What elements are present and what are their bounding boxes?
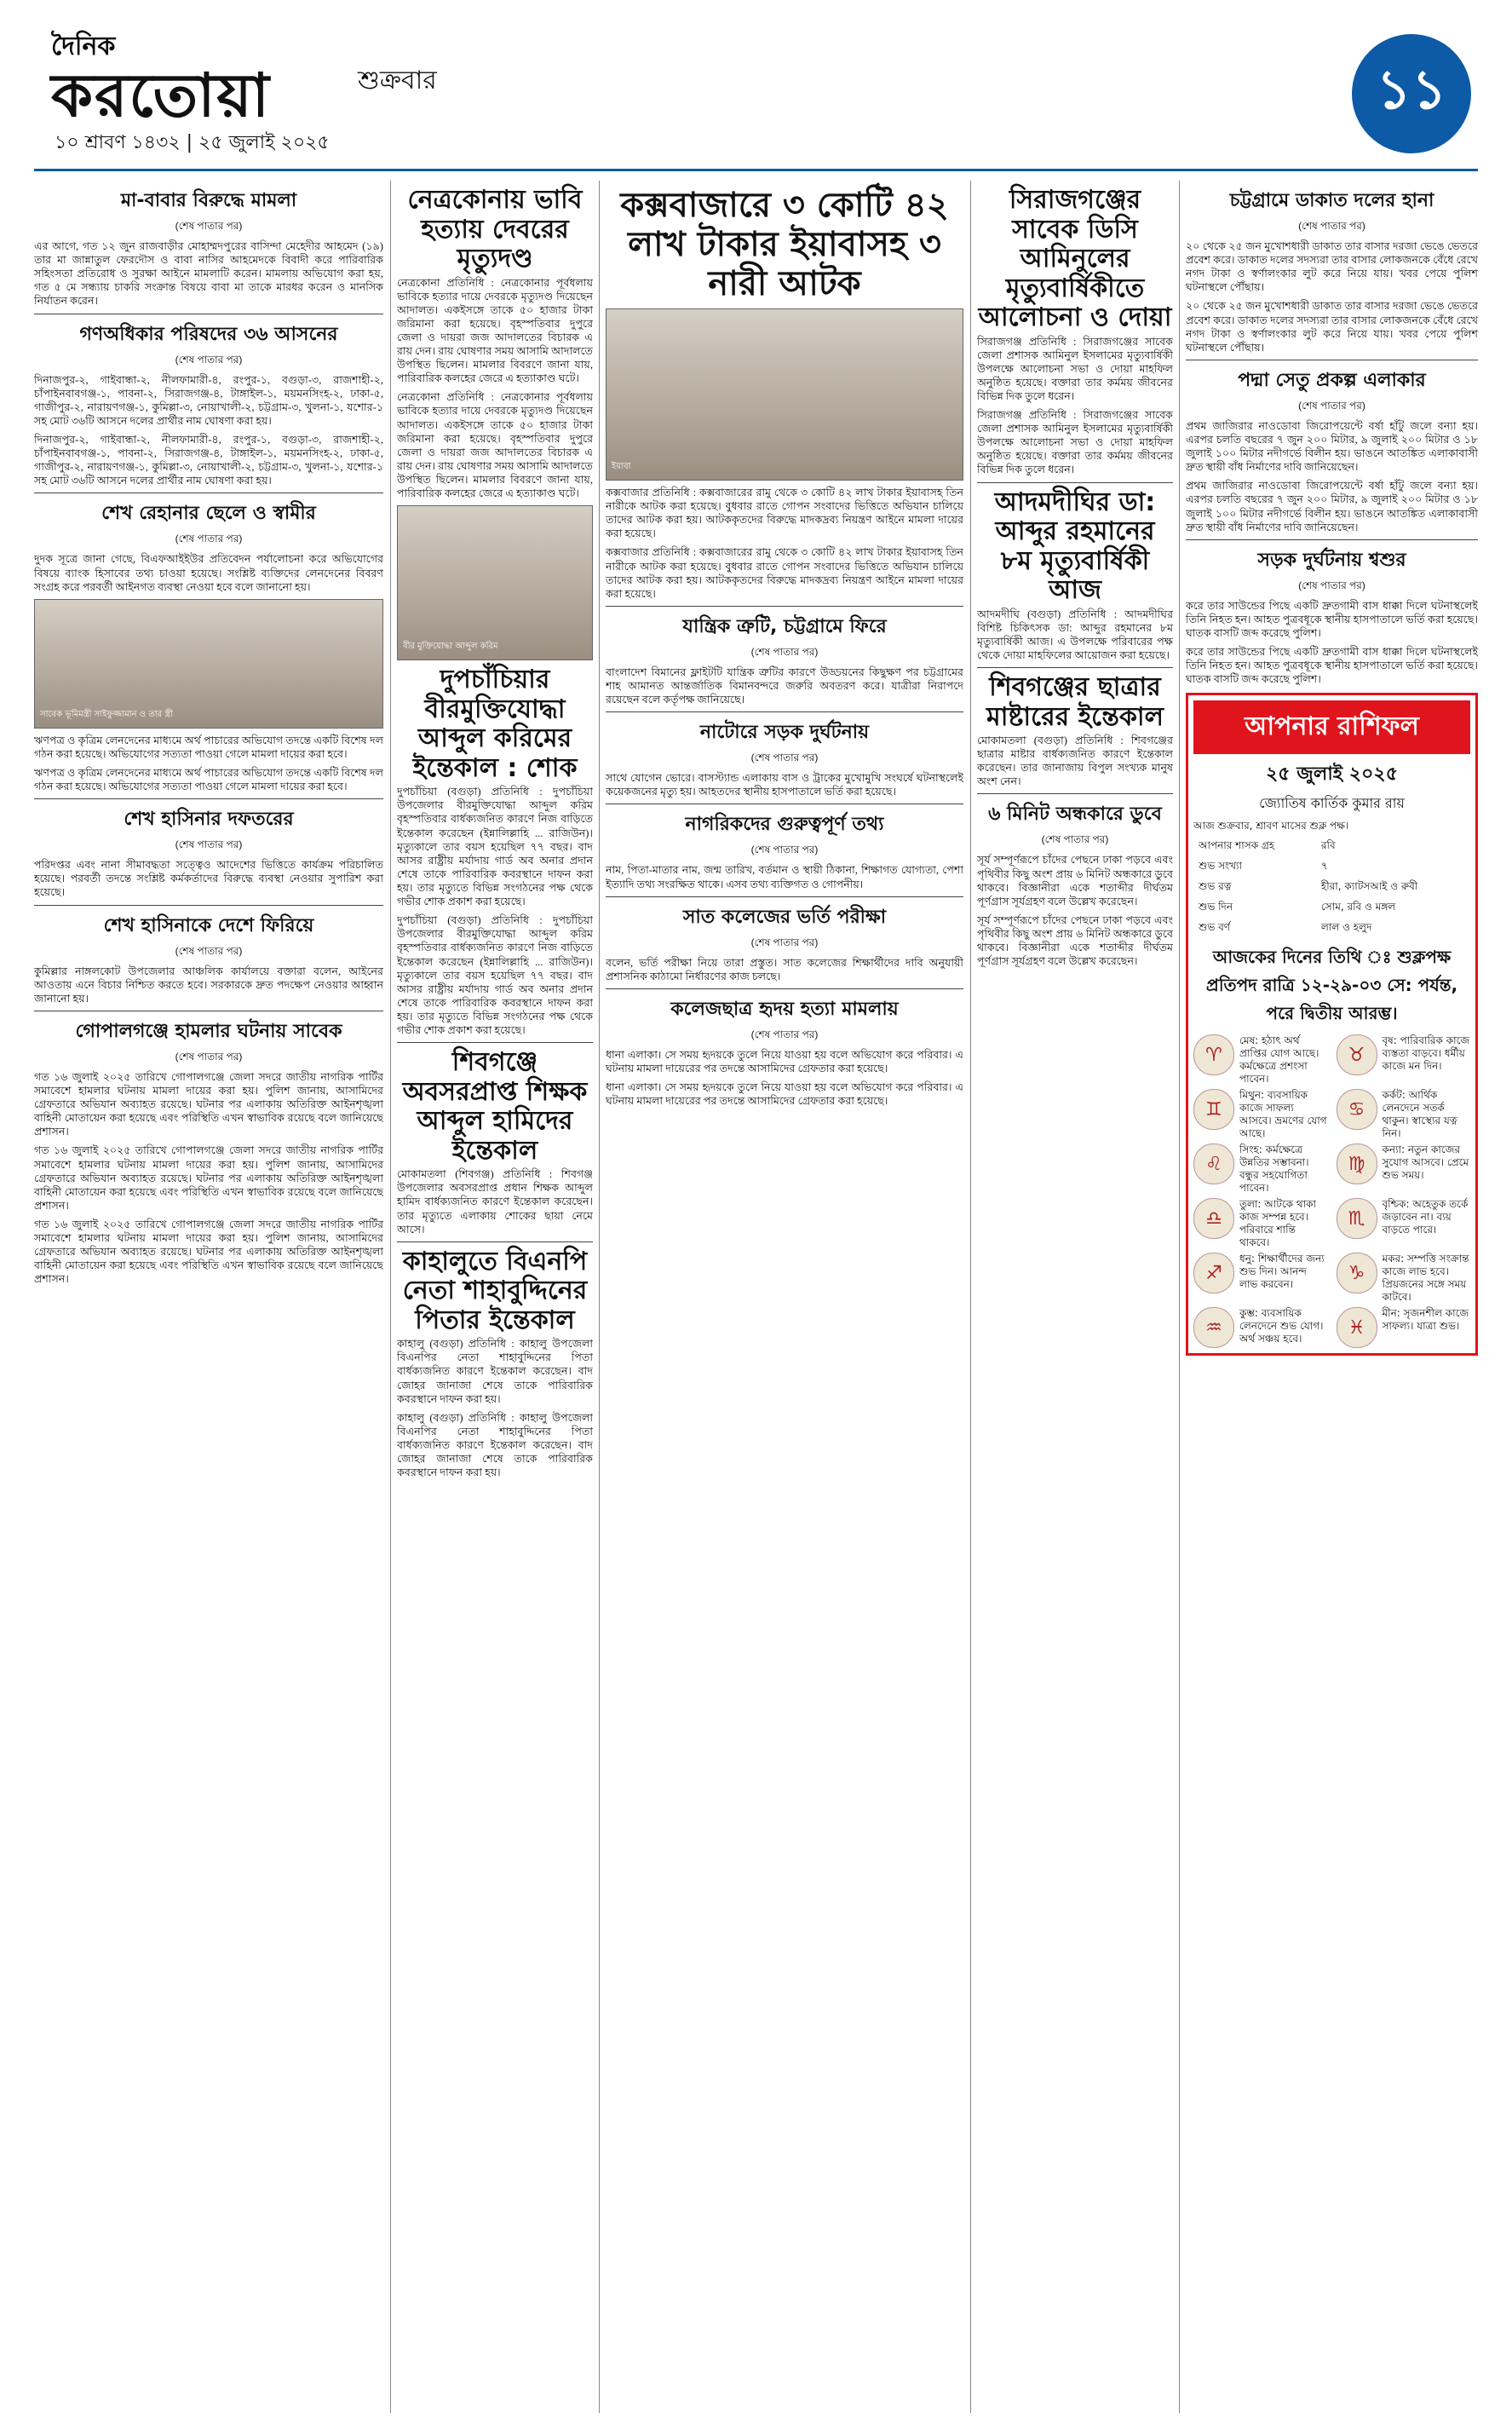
horoscope-info-row	[1195, 899, 1469, 918]
weekday: শুক্রবার	[358, 66, 437, 95]
article-text: মোকামতলা (শিবগঞ্জ) প্রতিনিধি : শিবগঞ্জ উপজেলার অবসরপ্রাপ্ত প্রধান শিক্ষক আব্দুল হামিদ বার্ধক্যজনিত কারণে ইন্তেকাল করেছেন। তার মৃত্যুতে এলাকায় শোকের ছায়া নেমে আসে।	[397, 1168, 593, 1236]
article-text: করে তার সাউন্ডের পিছে একটি দ্রুতগামী বাস ধাক্কা দিলে ঘটনাস্থলেই তিনি নিহত হন। আহত পুত্রবধূকে স্থানীয় হাসপাতালে ভর্তি করা হয়েছে। ঘাতক বাসটি জব্দ করেছে পুলিশ।	[1186, 646, 1478, 686]
headline: শিবগঞ্জে অবসরপ্রাপ্ত শিক্ষক আব্দুল হামিদের ইন্তেকাল	[402, 1047, 588, 1166]
horoscope-info-table	[1193, 836, 1470, 940]
divider	[34, 798, 383, 799]
article-text: ধানা এলাকা। সে সময় হৃদয়কে তুলে নিয়ে যাওয়া হয় বলে অভিযোগ করে পরিবার। এ ঘটনায় মামলা দায়েরের পর তদন্তে আসামিদের গ্রেফতার করা হয়েছে।	[606, 1048, 963, 1074]
portrait-photo	[397, 505, 593, 660]
zodiac-forecast-text: বৃশ্চিক: অহেতুক তর্কে জড়াবেন না। ব্যয় বাড়তে পারে।	[1382, 1198, 1469, 1236]
zodiac-forecast-text: কর্কট: আর্থিক লেনদেনে সতর্ক থাকুন। স্বাস্থ্যের যত্ন নিন।	[1382, 1089, 1457, 1140]
column-3	[606, 181, 963, 2413]
horoscope-intro: আজ শুক্রবার, শ্রাবণ মাসের শুক্ল পক্ষ।	[1193, 820, 1349, 832]
continuation-note: (শেষ পাতার পর)	[175, 838, 243, 851]
zodiac-entry	[1337, 1307, 1471, 1348]
continuation-note: (শেষ পাতার পর)	[175, 353, 243, 366]
divider	[606, 711, 963, 712]
horoscope-info-row	[1195, 838, 1469, 856]
headline: শেখ হাসিনার দফতরের	[124, 809, 294, 831]
zodiac-entry	[1337, 1034, 1471, 1086]
article-text: দিনাজপুর-২, গাইবান্ধা-২, নীলফামারী-৪, রংপুর-১, বগুড়া-৩, রাজশাহী-২, চাঁপাইনবাবগঞ্জ-১, পাবনা-২, সিরাজগঞ্জ-৪, টাঙ্গাইল-১, ময়মনসিংহ-২, ঢাকা-৫, গাজীপুর-২, নারায়ণগঞ্জ-১, কুমিল্লা-৩, নোয়াখালী-২, চট্টগ্রাম-৩, খুলনা-১, যশোর-১ সহ মোট ৩৬টি আসনে দলের প্রার্থীর নাম ঘোষণা করা হয়।	[34, 433, 383, 487]
zodiac-forecast-text: মকর: সম্পত্তি সংক্রান্ত কাজে লাভ হবে। প্রিয়জনের সঙ্গে সময় কাটবে।	[1382, 1253, 1469, 1304]
info-value: হীরা, ক্যাটসআই ও রুবী	[1320, 880, 1418, 893]
headline: শেখ রেহানার ছেলে ও স্বামীর	[101, 503, 316, 525]
masthead	[0, 0, 1512, 179]
zodiac-forecast-text: কুম্ভ: ব্যবসায়িক লেনদেনে শুভ যোগ। অর্থ সঞ্চয় হবে।	[1239, 1307, 1324, 1345]
article-text: ঋণপত্র ও কৃত্রিম লেনদেনের মাধ্যমে অর্থ পাচারের অভিযোগ তদন্তে একটি বিশেষ দল গঠন করা হয়েছে। অভিযোগের সত্যতা পাওয়া গেলে মামলা দায়ের করা হবে।	[34, 766, 383, 793]
zodiac-entry	[1337, 1198, 1471, 1249]
headline: নেত্রকোনায় ভাবি হত্যায় দেবরের মৃত্যুদণ্ড	[407, 185, 583, 274]
article-text: ঋণপত্র ও কৃত্রিম লেনদেনের মাধ্যমে অর্থ পাচারের অভিযোগ তদন্তে একটি বিশেষ দল গঠন করা হয়েছে। অভিযোগের সত্যতা পাওয়া গেলে মামলা দায়ের করা হবে।	[34, 734, 383, 760]
zodiac-forecast-text: কন্যা: নতুন কাজের সুযোগ আসবে। প্রেমে শুভ সময়।	[1382, 1143, 1469, 1182]
divider	[977, 793, 1173, 794]
zodiac-entry	[1337, 1143, 1471, 1195]
continuation-note: (শেষ পাতার পর)	[750, 844, 819, 856]
column-1	[34, 181, 383, 2413]
continuation-note: (শেষ পাতার পর)	[1298, 220, 1365, 232]
tithi-note: আজকের দিনের তিথি ঃ শুক্লপক্ষ প্রতিপদ রাত্রি ১২-২৯-০৩ সে: পর্যন্ত, পরে দ্বিতীয় আরম্ভ।	[1205, 947, 1458, 1024]
logo-top-text: দৈনিক	[51, 32, 116, 61]
zodiac-grid	[1193, 1034, 1470, 1348]
headline: ৬ মিনিট অন্ধকারে ডুবে	[988, 804, 1162, 826]
zodiac-entry	[1337, 1253, 1471, 1304]
article-text: সূর্য সম্পূর্ণরূপে চাঁদের পেছনে ঢাকা পড়বে এবং পৃথিবীর কিছু অংশ প্রায় ৬ মিনিট অন্ধকারে ডুবে থাকবে। বিজ্ঞানীরা একে শতাব্দীর দীর্ঘতম পূর্ণগ্রাস সূর্যগ্রহণ বলে উল্লেখ করেছেন।	[977, 854, 1173, 907]
article-text: বাংলাদেশ বিমানের ফ্লাইটটি যান্ত্রিক ত্রুটির কারণে উড্ডয়নের কিছুক্ষণ পর চট্টগ্রামের শাহ আমানত আন্তর্জাতিক বিমানবন্দরে জরুরি অবতরণ করে। যাত্রীরা নিরাপদে রয়েছেন বলে কর্তৃপক্ষ জানিয়েছে।	[606, 665, 963, 706]
article-text: প্রথম জাজিরার নাওডোবা জিরোপয়েন্টে বর্ষা হাঁটু জলে বন্যা হয়। এরপর চলতি বছরের ৭ জুন ২০০ মিটার, ৯ জুলাই ২০০ মিটার ও ১৮ জুলাই ১০০ মিটার নদীগর্ভে বিলীন হয়। ভাঙনে আতঙ্কিত এলাকাবাসী দ্রুত স্থায়ী বাঁধ নির্মাণের দাবি জানিয়েছেন।	[1186, 480, 1478, 533]
zodiac-forecast-text: মেষ: হঠাৎ অর্থ প্রাপ্তির যোগ আছে। কর্মক্ষেত্রে প্রশংসা পাবেন।	[1239, 1034, 1319, 1086]
article-text: নেত্রকোনা প্রতিনিধি : নেত্রকোনার পূর্বধলায় ভাবিকে হত্যার দায়ে দেবরকে মৃত্যুদণ্ড দিয়েছেন আদালত। একইসঙ্গে তাকে ৫০ হাজার টাকা জরিমানা করা হয়েছে। বৃহস্পতিবার দুপুরে জেলা ও দায়রা জজ আদালতের বিচারক এ রায় দেন। রায় ঘোষণার সময় আসামি আদালতে উপস্থিত ছিলেন। মামলার বিবরণে জানা যায়, পারিবারিক কলহের জেরে এ হত্যাকাণ্ড ঘটে।	[397, 276, 593, 385]
zodiac-sign-icon: ♑	[1337, 1253, 1377, 1293]
continuation-note: (শেষ পাতার পর)	[750, 752, 819, 764]
zodiac-sign-icon: ♏	[1337, 1198, 1377, 1239]
article-text: গত ১৬ জুলাই ২০২৫ তারিখে গোপালগঞ্জে জেলা সদরে জাতীয় নাগরিক পার্টির সমাবেশে হামলার ঘটনায় মামলা দায়ের করা হয়। পুলিশ জানায়, আসামিদের গ্রেফতারে অভিযান অব্যাহত রয়েছে। ঘটনার পর এলাকায় অতিরিক্ত আইনশৃঙ্খলা বাহিনী মোতায়েন করা হয়েছে এবং পরিস্থিতি এখন স্বাভাবিক রয়েছে বলে জানিয়েছে প্রশাসন।	[34, 1144, 383, 1212]
info-value: রবি	[1320, 839, 1336, 852]
article-text: দিনাজপুর-২, গাইবান্ধা-২, নীলফামারী-৪, রংপুর-১, বগুড়া-৩, রাজশাহী-২, চাঁপাইনবাবগঞ্জ-১, পাবনা-২, সিরাজগঞ্জ-৪, টাঙ্গাইল-১, ময়মনসিংহ-২, ঢাকা-৫, গাজীপুর-২, নারায়ণগঞ্জ-১, কুমিল্লা-৩, নোয়াখালী-২, চট্টগ্রাম-৩, খুলনা-১, যশোর-১ সহ মোট ৩৬টি আসনে দলের প্রার্থীর নাম ঘোষণা করা হয়।	[34, 373, 383, 427]
zodiac-sign-icon: ♒	[1193, 1307, 1234, 1348]
divider	[397, 1042, 593, 1043]
divider	[606, 896, 963, 897]
article-text: দুপচাঁচিয়া (বগুড়া) প্রতিনিধি : দুপচাঁচিয়া উপজেলার বীরমুক্তিযোদ্ধা আব্দুল করিম বৃহস্পতিবার বার্ধক্যজনিত কারণে নিজ বাড়িতে ইন্তেকাল করেছেন (ইন্নালিল্লাহি ... রাজিউন)। মৃত্যুকালে তার বয়স হয়েছিল ৭৭ বছর। বাদ আসর রাষ্ট্রীয় মর্যাদায় গার্ড অব অনার প্রদান শেষে তাকে পারিবারিক কবরস্থানে দাফন করা হয়। তার মৃত্যুতে বিভিন্ন সংগঠনের পক্ষ থেকে গভীর শোক প্রকাশ করা হয়েছে।	[397, 786, 593, 908]
article-text: কক্সবাজার প্রতিনিধি : কক্সবাজারের রামু থেকে ৩ কোটি ৪২ লাখ টাকার ইয়াবাসহ তিন নারীকে আটক করা হয়েছে। বুধবার রাতে গোপন সংবাদের ভিত্তিতে অভিযান চালিয়ে তাদের আটক করা হয়। আটককৃতদের বিরুদ্ধে মাদকদ্রব্য নিয়ন্ত্রণ আইনে মামলা দায়ের করা হয়েছে।	[606, 546, 963, 600]
info-key: শুভ দিন	[1199, 901, 1233, 913]
zodiac-forecast-text: বৃষ: পারিবারিক কাজে ব্যস্ততা বাড়বে। ধর্মীয় কাজে মন দিন।	[1382, 1034, 1470, 1073]
zodiac-entry	[1193, 1307, 1328, 1348]
zodiac-sign-icon: ♉	[1337, 1034, 1377, 1075]
article-text: গত ১৬ জুলাই ২০২৫ তারিখে গোপালগঞ্জে জেলা সদরে জাতীয় নাগরিক পার্টির সমাবেশে হামলার ঘটনায় মামলা দায়ের করা হয়। পুলিশ জানায়, আসামিদের গ্রেফতারে অভিযান অব্যাহত রয়েছে। ঘটনার পর এলাকায় অতিরিক্ত আইনশৃঙ্খলা বাহিনী মোতায়েন করা হয়েছে এবং পরিস্থিতি এখন স্বাভাবিক রয়েছে বলে জানিয়েছে প্রশাসন।	[34, 1218, 383, 1286]
zodiac-forecast-text: মীন: সৃজনশীল কাজে সাফল্য। যাত্রা শুভ।	[1382, 1307, 1469, 1333]
zodiac-sign-icon: ♌	[1193, 1143, 1234, 1184]
horoscope-date: ২৫ জুলাই ২০২৫	[1266, 763, 1398, 786]
headline: পদ্মা সেতু প্রকল্প এলাকার	[1238, 369, 1426, 391]
article-text: দুদক সূত্রে জানা গেছে, বিএফআইইউর প্রতিবেদন পর্যালোচনা করে অভিযোগের বিষয়ে ব্যাংক হিসাবের তথ্য চাওয়া হয়েছে। সংশ্লিষ্ট ব্যক্তিদের লেনদেনের বিবরণ সংগ্রহ করে পরবর্তী আইনগত ব্যবস্থা নেওয়া হবে বলে জানানো হয়।	[34, 553, 383, 593]
continuation-note: (শেষ পাতার পর)	[1298, 579, 1365, 591]
headline: কক্সবাজারে ৩ কোটি ৪২ লাখ টাকার ইয়াবাসহ ৩ নারী আটক	[620, 186, 949, 303]
article-text: ২০ থেকে ২৫ জন মুখোশধারী ডাকাত তার বাসার দরজা ভেঙে ভেতরে প্রবেশ করে। ডাকাত দলের সদস্যরা তার বাসার লোকজনকে বেঁধে রেখে নগদ টাকা ও স্বর্ণালংকার লুট করে নিয়ে যায়। খবর পেয়ে পুলিশ ঘটনাস্থলে পৌঁছায়।	[1186, 240, 1478, 294]
headline: গণঅধিকার পরিষদের ৩৬ আসনের	[79, 323, 338, 345]
continuation-note: (শেষ পাতার পর)	[1298, 399, 1365, 412]
column-separator	[390, 181, 391, 2413]
astrologer-name: জ্যোতিষ কার্তিক কুমার রায়	[1259, 795, 1405, 812]
info-key: শুভ সংখ্যা	[1199, 860, 1243, 873]
article-text: সাথে যোগেন ভোরে। বাসস্ট্যান্ড এলাকায় বাস ও ট্রাকের মুখোমুখি সংঘর্ষে ঘটনাস্থলেই কয়েকজনের মৃত্যু হয়। আহতদের স্থানীয় হাসপাতালে ভর্তি করা হয়েছে।	[606, 772, 963, 798]
headline: শেখ হাসিনাকে দেশে ফিরিয়ে	[103, 914, 314, 936]
article-text: আদমদীঘি (বগুড়া) প্রতিনিধি : আদমদীঘির বিশিষ্ট চিকিৎসক ডা: আব্দুর রহমানের ৮ম মৃত্যুবার্ষিকী আজ। এ উপলক্ষে পরিবারের পক্ষ থেকে দোয়া মাহফিলের আয়োজন করা হয়েছে।	[977, 608, 1173, 661]
divider	[397, 1241, 593, 1242]
horoscope-info-row	[1195, 919, 1469, 938]
column-separator	[970, 181, 971, 2413]
headline: কলেজছাত্র হৃদয় হত্যা মামলায়	[670, 998, 899, 1020]
news-photo	[606, 308, 963, 481]
headline: চট্টগ্রামে ডাকাত দলের হানা	[1229, 190, 1434, 211]
continuation-note: (শেষ পাতার পর)	[175, 1050, 243, 1063]
logo-main-text: করতোয়া	[51, 60, 271, 130]
headline: সড়ক দুর্ঘটনায় শ্বশুর	[1257, 549, 1406, 571]
article-text: করে তার সাউন্ডের পিছে একটি দ্রুতগামী বাস ধাক্কা দিলে ঘটনাস্থলেই তিনি নিহত হন। আহত পুত্রবধূকে স্থানীয় হাসপাতালে ভর্তি করা হয়েছে। ঘাতক বাসটি জব্দ করেছে পুলিশ।	[1186, 599, 1478, 639]
header-rule	[34, 169, 1478, 171]
horoscope-info-row	[1195, 879, 1469, 897]
info-value: সোম, রবি ও মঙ্গল	[1320, 901, 1396, 913]
date-line: ১০ শ্রাবণ ১৪৩২ | ২৫ জুলাই ২০২৫	[55, 132, 330, 153]
column-separator	[599, 181, 600, 2413]
divider	[34, 905, 383, 906]
photo-caption: ইয়াবা	[612, 462, 631, 471]
info-value: ৭	[1320, 860, 1328, 873]
zodiac-sign-icon: ♎	[1193, 1198, 1234, 1239]
article-text: সূর্য সম্পূর্ণরূপে চাঁদের পেছনে ঢাকা পড়বে এবং পৃথিবীর কিছু অংশ প্রায় ৬ মিনিট অন্ধকারে ডুবে থাকবে। বিজ্ঞানীরা একে শতাব্দীর দীর্ঘতম পূর্ণগ্রাস সূর্যগ্রহণ বলে উল্লেখ করেছেন।	[977, 913, 1173, 968]
column-4	[977, 181, 1173, 2413]
continuation-note: (শেষ পাতার পর)	[175, 533, 243, 545]
news-photo	[34, 599, 383, 729]
headline: দুপচাঁচিয়ার বীরমুক্তিযোদ্ধা আব্দুল করিমের ইন্তেকাল : শোক	[412, 665, 578, 783]
divider	[606, 988, 963, 989]
zodiac-entry	[1193, 1198, 1328, 1249]
article-text: কক্সবাজার প্রতিনিধি : কক্সবাজারের রামু থেকে ৩ কোটি ৪২ লাখ টাকার ইয়াবাসহ তিন নারীকে আটক করা হয়েছে। বুধবার রাতে গোপন সংবাদের ভিত্তিতে অভিযান চালিয়ে তাদের আটক করা হয়। আটককৃতদের বিরুদ্ধে মাদকদ্রব্য নিয়ন্ত্রণ আইনে মামলা দায়ের করা হয়েছে।	[606, 487, 963, 540]
article-text: গত ১৬ জুলাই ২০২৫ তারিখে গোপালগঞ্জে জেলা সদরে জাতীয় নাগরিক পার্টির সমাবেশে হামলার ঘটনায় মামলা দায়ের করা হয়। পুলিশ জানায়, আসামিদের গ্রেফতারে অভিযান অব্যাহত রয়েছে। ঘটনার পর এলাকায় অতিরিক্ত আইনশৃঙ্খলা বাহিনী মোতায়েন করা হয়েছে এবং পরিস্থিতি এখন স্বাভাবিক রয়েছে বলে জানিয়েছে প্রশাসন।	[34, 1070, 383, 1138]
article-text: কাহালু (বগুড়া) প্রতিনিধি : কাহালু উপজেলা বিএনপির নেতা শাহাবুদ্দিনের পিতা বার্ধক্যজনিত কারণে ইন্তেকাল করেছেন। বাদ জোহর জানাজা শেষে তাকে পারিবারিক কবরস্থানে দাফন করা হয়।	[397, 1338, 593, 1405]
continuation-note: (শেষ পাতার পর)	[175, 220, 243, 232]
horoscope-box	[1186, 693, 1478, 1356]
horoscope-info-row	[1195, 858, 1469, 877]
zodiac-forecast-text: তুলা: আটকে থাকা কাজ সম্পন্ন হবে। পরিবারে শান্তি থাকবে।	[1239, 1198, 1316, 1249]
headline: যান্ত্রিক ত্রুটি, চট্টগ্রামে ফিরে	[682, 615, 887, 637]
continuation-note: (শেষ পাতার পর)	[750, 645, 819, 658]
article-text: পরিদপ্তর এবং নানা সীমাবদ্ধতা সত্ত্বেও আদেশের ভিত্তিতে কার্যক্রম পরিচালিত হয়েছে। পরবর্তী তদন্তে সংশ্লিষ্ট কর্মকর্তাদের বিরুদ্ধে ব্যবস্থা নেওয়ার সুপারিশ করা হয়েছে।	[34, 859, 383, 899]
continuation-note: (শেষ পাতার পর)	[175, 944, 243, 957]
info-key: শুভ রত্ন	[1199, 880, 1232, 893]
column-5	[1186, 181, 1478, 2413]
headline: আদমদীঘির ডা: আব্দুর রহমানের ৮ম মৃত্যুবার্ষিকী আজ	[994, 487, 1156, 606]
article-text: নেত্রকোনা প্রতিনিধি : নেত্রকোনার পূর্বধলায় ভাবিকে হত্যার দায়ে দেবরকে মৃত্যুদণ্ড দিয়েছেন আদালত। একইসঙ্গে তাকে ৫০ হাজার টাকা জরিমানা করা হয়েছে। বৃহস্পতিবার দুপুরে জেলা ও দায়রা জজ আদালতের বিচারক এ রায় দেন। রায় ঘোষণার সময় আসামি আদালতে উপস্থিত ছিলেন। মামলার বিবরণে জানা যায়, পারিবারিক কলহের জেরে এ হত্যাকাণ্ড ঘটে।	[397, 391, 593, 500]
continuation-note: (শেষ পাতার পর)	[1041, 833, 1109, 846]
zodiac-forecast-text: ধনু: শিক্ষার্থীদের জন্য শুভ দিন। আনন্দ লাভ করবেন।	[1239, 1253, 1325, 1291]
divider	[977, 482, 1173, 483]
divider	[606, 606, 963, 607]
zodiac-forecast-text: মিথুন: ব্যবসায়িক কাজে সাফল্য আসবে। ভ্রমণের যোগ আছে।	[1239, 1089, 1327, 1140]
article-text: ধানা এলাকা। সে সময় হৃদয়কে তুলে নিয়ে যাওয়া হয় বলে অভিযোগ করে পরিবার। এ ঘটনায় মামলা দায়েরের পর তদন্তে আসামিদের গ্রেফতার করা হয়েছে।	[606, 1081, 963, 1108]
zodiac-sign-icon: ♈	[1193, 1034, 1234, 1075]
headline: শিবগঞ্জের ছাত্রার মাষ্টারের ইন্তেকাল	[986, 672, 1164, 732]
article-text: নাম, পিতা-মাতার নাম, জন্ম তারিখ, বর্তমান ও স্থায়ী ঠিকানা, শিক্ষাগত যোগ্যতা, পেশা ইত্যাদি তথ্য সংরক্ষিত থাকে। এসব তথ্য ব্যক্তিগত ও গোপনীয়।	[606, 864, 963, 890]
headline: নাটোরে সড়ক দুর্ঘটনায়	[699, 722, 870, 744]
info-key: আপনার শাসক গ্রহ	[1199, 839, 1275, 852]
article-text: ২০ থেকে ২৫ জন মুখোশধারী ডাকাত তার বাসার দরজা ভেঙে ভেতরে প্রবেশ করে। ডাকাত দলের সদস্যরা তার বাসার লোকজনকে বেঁধে রেখে নগদ টাকা ও স্বর্ণালংকার লুট করে নিয়ে যায়। খবর পেয়ে পুলিশ ঘটনাস্থলে পৌঁছায়।	[1186, 300, 1478, 354]
column-2	[397, 181, 593, 2413]
page-number-badge: ১১	[1352, 34, 1471, 153]
headline: মা-বাবার বিরুদ্ধে মামলা	[120, 190, 297, 211]
zodiac-sign-icon: ♐	[1193, 1253, 1234, 1293]
headline: নাগরিকদের গুরুত্বপূর্ণ তথ্য	[685, 814, 884, 836]
continuation-note: (শেষ পাতার পর)	[750, 936, 819, 948]
article-text: দুপচাঁচিয়া (বগুড়া) প্রতিনিধি : দুপচাঁচিয়া উপজেলার বীরমুক্তিযোদ্ধা আব্দুল করিম বৃহস্পতিবার বার্ধক্যজনিত কারণে নিজ বাড়িতে ইন্তেকাল করেছেন (ইন্নালিল্লাহি ... রাজিউন)। মৃত্যুকালে তার বয়স হয়েছিল ৭৭ বছর। বাদ আসর রাষ্ট্রীয় মর্যাদায় গার্ড অব অনার প্রদান শেষে তাকে পারিবারিক কবরস্থানে দাফন করা হয়। তার মৃত্যুতে বিভিন্ন সংগঠনের পক্ষ থেকে গভীর শোক প্রকাশ করা হয়েছে।	[397, 914, 593, 1037]
column-separator	[1179, 181, 1180, 2413]
photo-caption: বীর মুক্তিযোদ্ধা আব্দুল করিম	[403, 642, 498, 652]
info-value: লাল ও হলুদ	[1320, 921, 1372, 934]
headline: গোপালগঞ্জে হামলার ঘটনায় সাবেক	[75, 1020, 342, 1042]
zodiac-entry	[1337, 1089, 1471, 1140]
article-text: কাহালু (বগুড়া) প্রতিনিধি : কাহালু উপজেলা বিএনপির নেতা শাহাবুদ্দিনের পিতা বার্ধক্যজনিত কারণে ইন্তেকাল করেছেন। বাদ জোহর জানাজা শেষে তাকে পারিবারিক কবরস্থানে দাফন করা হয়।	[397, 1411, 593, 1479]
zodiac-sign-icon: ♊	[1193, 1089, 1234, 1130]
article-text: প্রথম জাজিরার নাওডোবা জিরোপয়েন্টে বর্ষা হাঁটু জলে বন্যা হয়। এরপর চলতি বছরের ৭ জুন ২০০ মিটার, ৯ জুলাই ২০০ মিটার ও ১৮ জুলাই ১০০ মিটার নদীগর্ভে বিলীন হয়। ভাঙনে আতঙ্কিত এলাকাবাসী দ্রুত স্থায়ী বাঁধ নির্মাণের দাবি জানিয়েছেন।	[1186, 419, 1478, 474]
article-text: কুমিল্লার নাঙ্গলকোট উপজেলার আঞ্চলিক কার্যালয়ে বক্তারা বলেন, আইনের আওতায় এনে বিচার নিশ্চিত করতে হবে। সরকারকে দ্রুত পদক্ষেপ নেওয়ার আহ্বান জানানো হয়।	[34, 965, 383, 1005]
divider	[1186, 539, 1478, 540]
headline: সিরাজগঞ্জের সাবেক ডিসি আমিনুলের মৃত্যুবার্ষিকীতে আলোচনা ও দোয়া	[978, 185, 1172, 332]
zodiac-sign-icon: ♓	[1337, 1307, 1377, 1348]
zodiac-sign-icon: ♍	[1337, 1143, 1377, 1184]
zodiac-forecast-text: সিংহ: কর্মক্ষেত্রে উন্নতির সম্ভাবনা। বন্ধুর সহযোগিতা পাবেন।	[1239, 1143, 1309, 1195]
zodiac-sign-icon: ♋	[1337, 1089, 1377, 1130]
continuation-note: (শেষ পাতার পর)	[750, 1028, 819, 1040]
article-text: মোকামতলা (বগুড়া) প্রতিনিধি : শিবগঞ্জের ছাত্রার মাষ্টার বার্ধক্যজনিত কারণে ইন্তেকাল করেছেন। তার জানাজায় বিপুল সংখ্যক মানুষ অংশ নেন।	[977, 734, 1173, 788]
article-text: সিরাজগঞ্জ প্রতিনিধি : সিরাজগঞ্জের সাবেক জেলা প্রশাসক আমিনুল ইসলামের মৃত্যুবার্ষিকী উপলক্ষে আলোচনা সভা ও দোয়া মাহফিল অনুষ্ঠিত হয়েছে। বক্তারা তার কর্মময় জীবনের বিভিন্ন দিক তুলে ধরেন।	[977, 335, 1173, 402]
horoscope-title: আপনার রাশিফল	[1193, 700, 1470, 754]
article-text: এর আগে, গত ১২ জুন রাজবাড়ীর মোহাম্মদপুরের বাসিন্দা মেহেদীর আহমেদ (১৯) তার মা জান্নাতুল ফেরদৌস ও বাবা নাসির আহমেদকে বিবাদী করে পারিবারিক সহিংসতা প্রতিরোধ ও সুরক্ষা আইনে মামলাটি করেন। মামলায় অভিযোগ করা হয়, গত ৫ মে সন্ধ্যায় চাকরি সংক্রান্ত বিষয়ে বাবা মা তাকে মারধর করেন ও মানসিক নির্যাতন করেন।	[34, 240, 383, 308]
divider	[977, 667, 1173, 668]
zodiac-entry	[1193, 1143, 1328, 1195]
info-key: শুভ বর্ণ	[1199, 921, 1231, 934]
zodiac-entry	[1193, 1089, 1328, 1140]
photo-caption: সাবেক ভূমিমন্ত্রী সাইফুজ্জামান ও তার স্ত্রী	[40, 709, 174, 719]
article-text: সিরাজগঞ্জ প্রতিনিধি : সিরাজগঞ্জের সাবেক জেলা প্রশাসক আমিনুল ইসলামের মৃত্যুবার্ষিকী উপলক্ষে আলোচনা সভা ও দোয়া মাহফিল অনুষ্ঠিত হয়েছে। বক্তারা তার কর্মময় জীবনের বিভিন্ন দিক তুলে ধরেন।	[977, 409, 1173, 476]
headline: কাহালুতে বিএনপি নেতা শাহাবুদ্দিনের পিতার ইন্তেকাল	[402, 1246, 588, 1335]
article-text: বলেন, ভর্তি পরীক্ষা নিয়ে তারা প্রস্তুত। সাত কলেজের শিক্ষার্থীদের দাবি অনুযায়ী প্রশাসনিক কাঠামো নির্ধারণের কাজ চলছে।	[606, 956, 963, 982]
headline: সাত কলেজের ভর্তি পরীক্ষা	[682, 906, 887, 928]
zodiac-entry	[1193, 1034, 1328, 1086]
zodiac-entry	[1193, 1253, 1328, 1304]
